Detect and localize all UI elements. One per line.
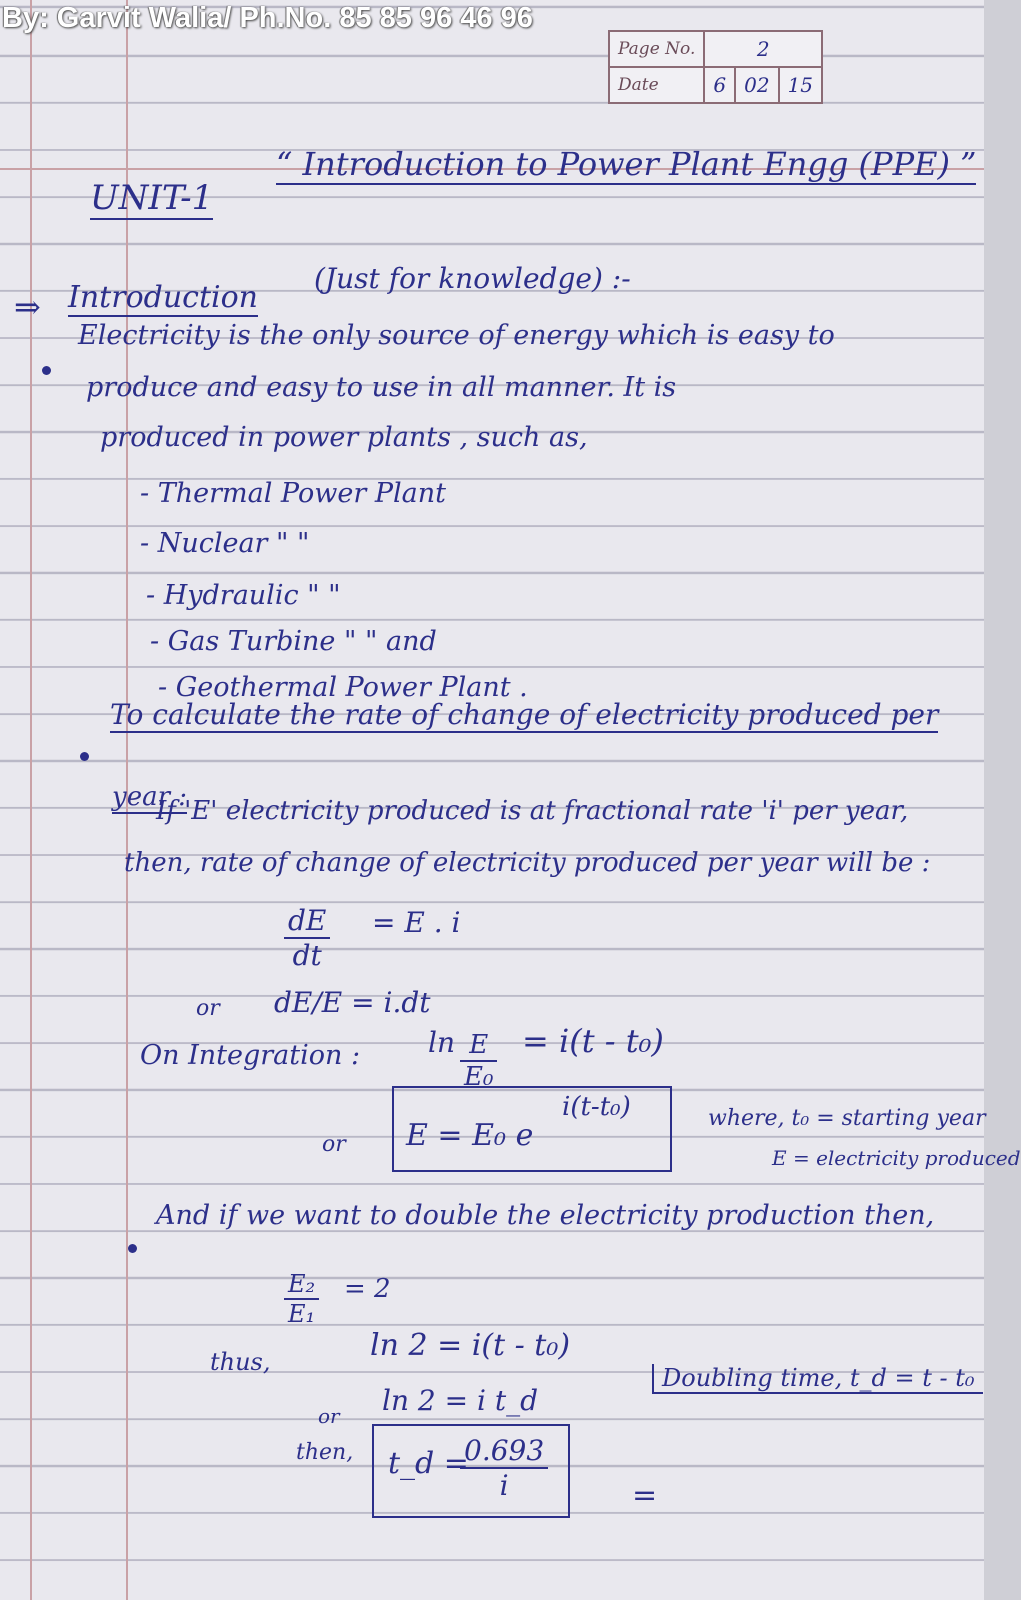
paragraph-line: Electricity is the only source of energy which is easy to — [78, 320, 835, 351]
list-item-plant: - Gas Turbine " " and — [150, 626, 437, 657]
section-heading-note: (Just for knowledge) :- — [314, 262, 631, 295]
ln-label: ln — [428, 1026, 455, 1059]
subheading-rate-of-change: To calculate the rate of change of electricity produced per — [110, 698, 939, 731]
list-item-plant: - Thermal Power Plant — [140, 478, 446, 509]
equation-rhs: = E . i — [372, 906, 461, 939]
boxed-formula-exponent: i(t-t₀) — [562, 1092, 631, 1122]
list-item-plant: - Nuclear " " — [140, 528, 310, 559]
fraction-numerator: dE — [284, 904, 330, 939]
list-item-plant: - Geothermal Power Plant . — [158, 672, 528, 703]
or-label: or — [322, 1132, 346, 1157]
fraction-denominator: dt — [292, 939, 322, 972]
bullet-icon — [128, 1244, 137, 1253]
equation-rhs: = i(t - t₀) — [522, 1022, 664, 1060]
fraction-numerator: 0.693 — [460, 1434, 548, 1469]
section-heading-introduction: Introduction — [68, 280, 258, 315]
page-no-value: 2 — [704, 31, 822, 67]
paragraph-line: then, rate of change of electricity produced per year will be : — [124, 848, 931, 878]
result-lhs: t_d = — [388, 1446, 469, 1481]
paragraph-line: produced in power plants , such as, — [100, 422, 588, 453]
fraction-numerator: E₂ — [284, 1270, 319, 1300]
fraction-denominator: E₁ — [288, 1300, 316, 1328]
fraction-result — [460, 1434, 548, 1502]
fraction-denominator: E₀ — [464, 1062, 494, 1092]
thus-label: thus, — [210, 1348, 271, 1376]
equation-line: ln 2 = i t_d — [382, 1384, 538, 1417]
fraction-dE-dt — [284, 904, 330, 972]
then-label: then, — [296, 1440, 354, 1465]
bullet-icon — [42, 366, 51, 375]
fraction-E-E0 — [460, 1030, 497, 1092]
or-label: or — [318, 1404, 340, 1428]
subheading-continuation: year : — [112, 782, 188, 812]
equation-line: dE/E = i.dt — [274, 986, 431, 1019]
fraction-numerator: E — [460, 1030, 497, 1062]
bullet-icon — [80, 752, 89, 761]
paragraph-line: produce and easy to use in all manner. It is — [86, 372, 677, 403]
author-watermark: By: Garvit Walia/ Ph.No. 85 85 96 46 96 — [2, 2, 533, 34]
equation-rhs: = 2 — [344, 1274, 391, 1304]
arrow-icon: ⇒ — [14, 288, 41, 326]
date-month: 02 — [735, 67, 778, 103]
or-label: or — [196, 996, 220, 1021]
list-item-plant: - Hydraulic " " — [146, 580, 341, 611]
unit-heading: UNIT-1 — [90, 178, 214, 218]
date-year: 15 — [779, 67, 822, 103]
page-info-box — [608, 30, 823, 104]
boxed-result — [372, 1424, 570, 1518]
end-mark: = — [632, 1478, 658, 1513]
definition-note: where, t₀ = starting year — [708, 1106, 986, 1131]
fraction-denominator: i — [499, 1469, 509, 1502]
date-label: Date — [609, 67, 704, 103]
integration-label: On Integration : — [140, 1040, 361, 1071]
definition-note: E = electricity produced — [772, 1146, 1021, 1170]
paragraph-line: And if we want to double the electricity production then, — [156, 1200, 935, 1231]
date-day: 6 — [704, 67, 735, 103]
doubling-time-note: Doubling time, t_d = t - t₀ — [652, 1364, 983, 1394]
page-title: “ Introduction to Power Plant Engg (PPE) ” — [276, 145, 977, 183]
fraction-E2-E1 — [284, 1270, 319, 1328]
margin-line-left — [30, 0, 32, 1600]
page-no-label: Page No. — [609, 31, 704, 67]
boxed-formula — [392, 1086, 672, 1172]
boxed-formula-text: E = E₀ e — [406, 1118, 534, 1153]
paragraph-line: If 'E' electricity produced is at fractional rate 'i' per year, — [156, 796, 909, 826]
equation-line: ln 2 = i(t - t₀) — [370, 1328, 571, 1363]
